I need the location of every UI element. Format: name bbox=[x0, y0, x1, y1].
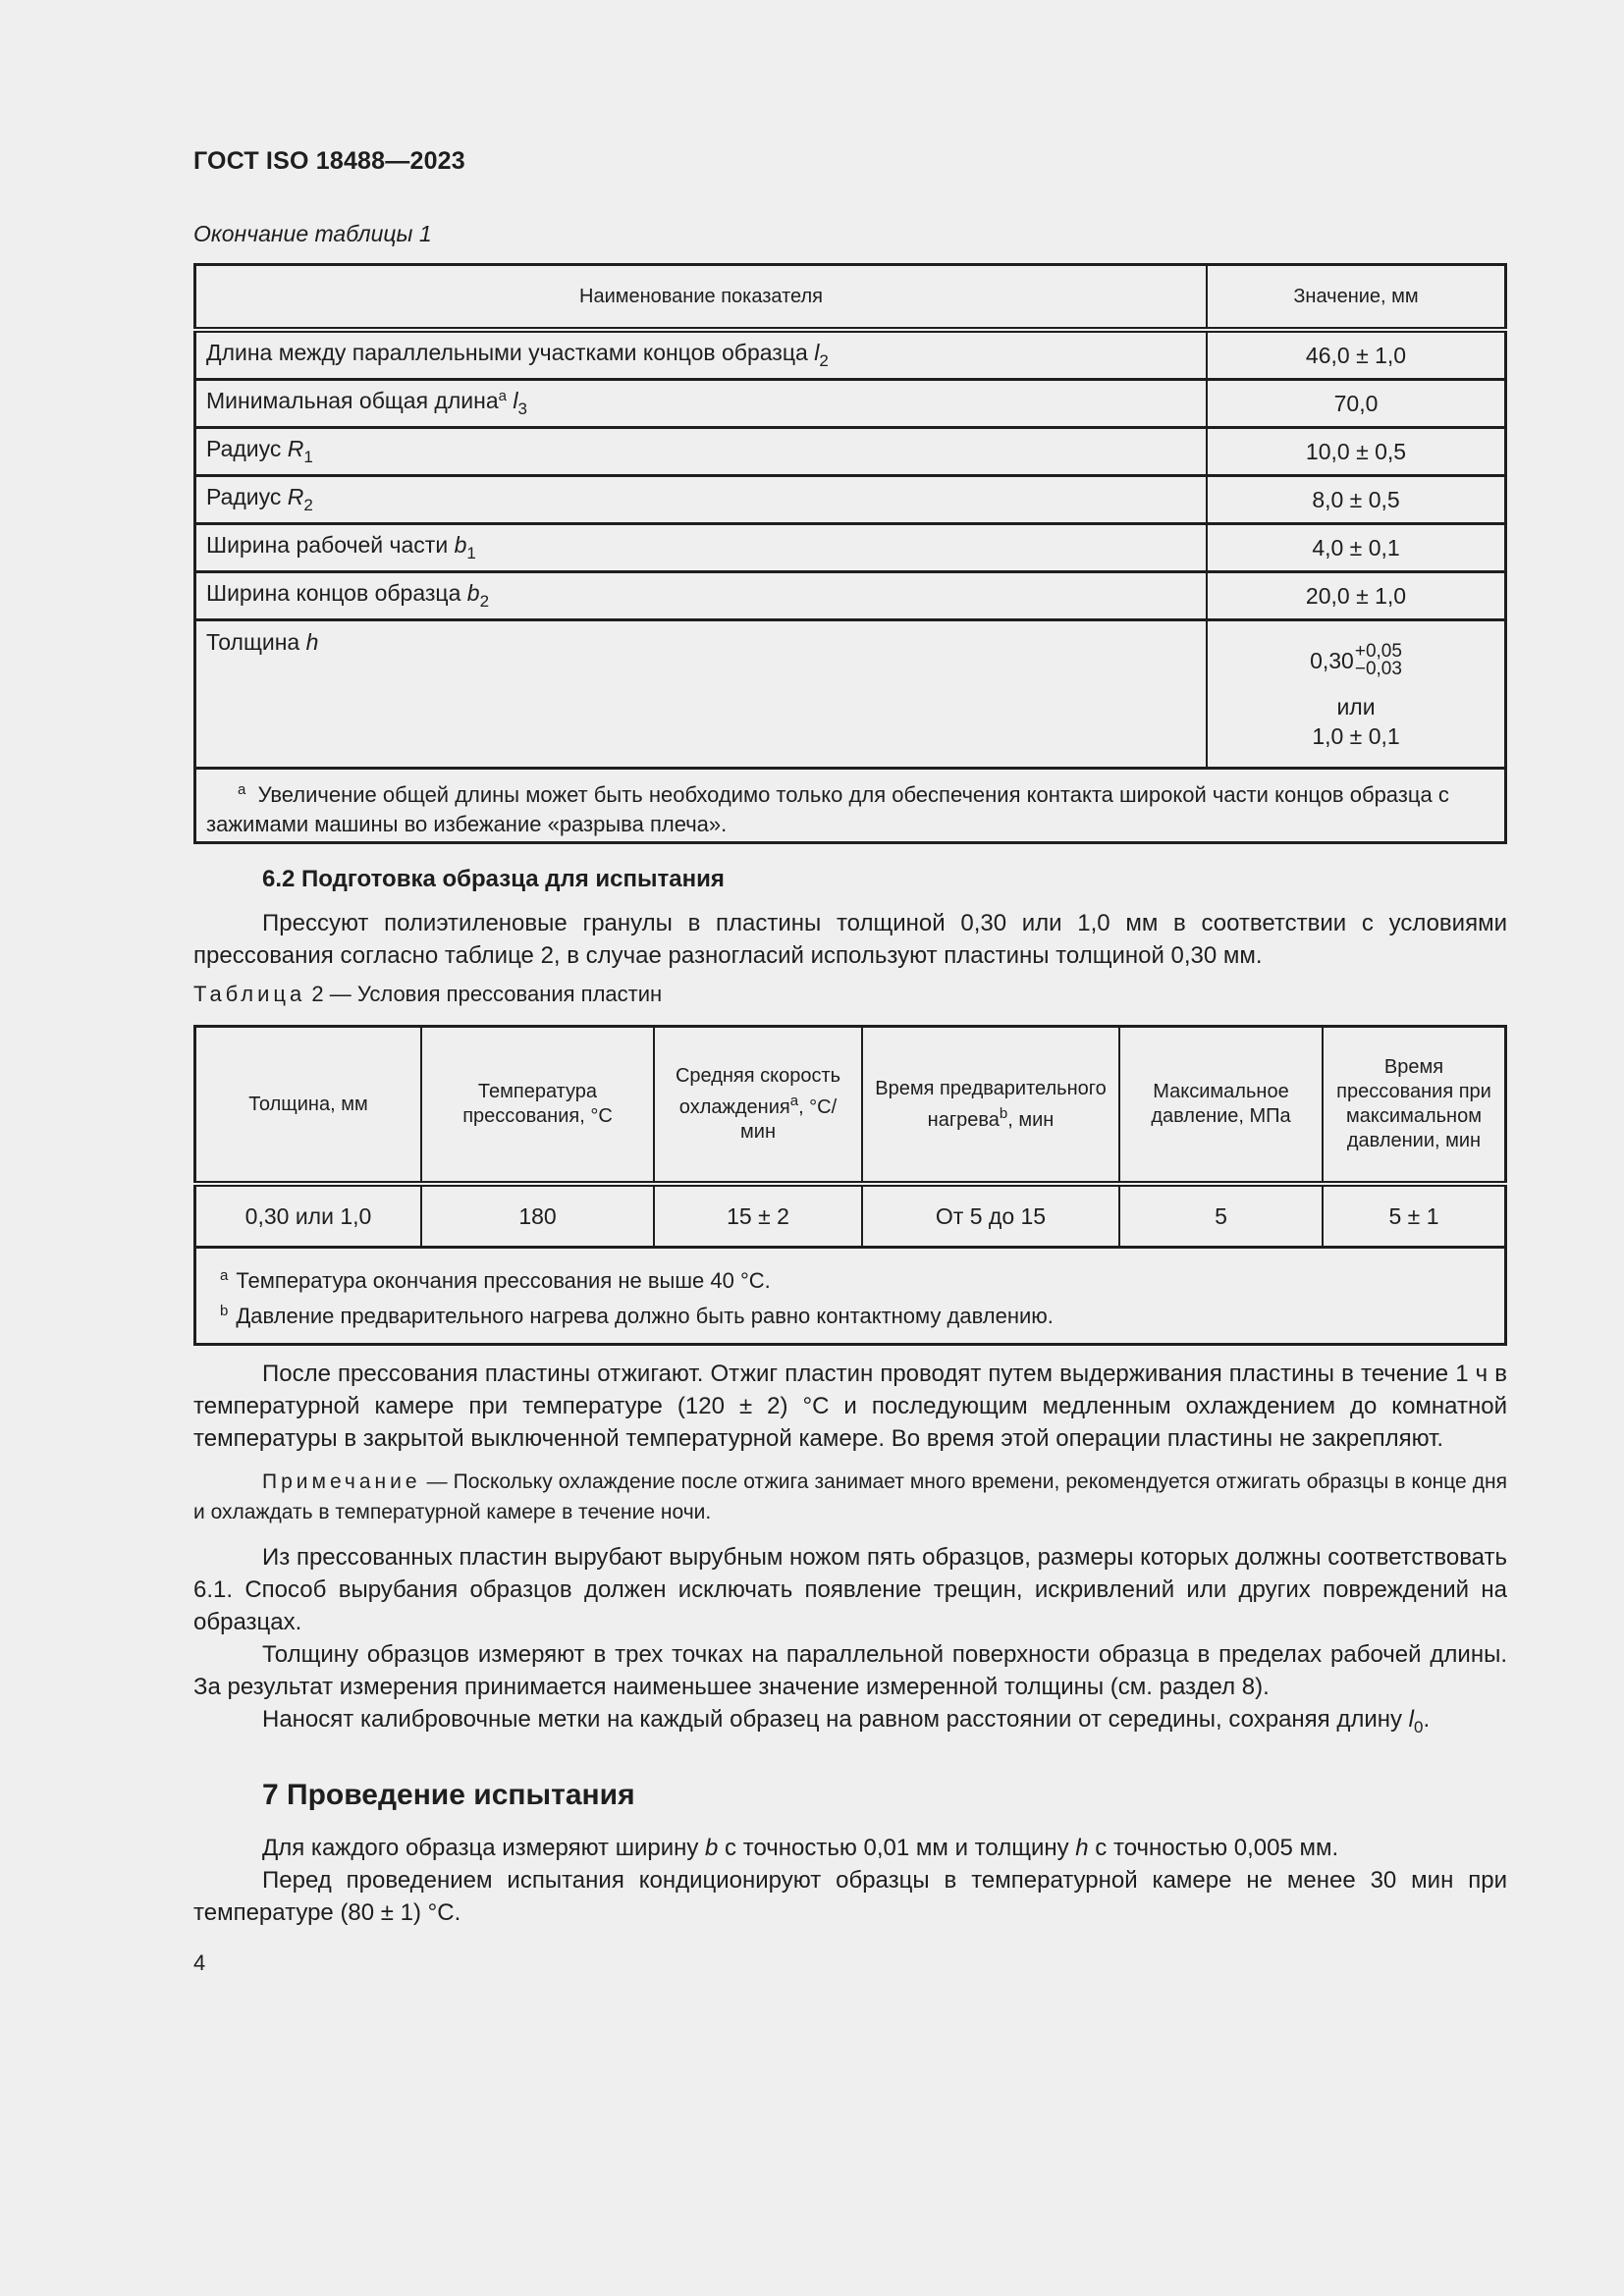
tolerance-value: 0,30 +0,05 −0,03 bbox=[1310, 641, 1402, 679]
table-2 bbox=[193, 1025, 1507, 1346]
table-1 bbox=[193, 263, 1507, 844]
footnote: $^a$ Температура окончания прессования не выше 40 °С. bbox=[220, 1267, 771, 1293]
table-row bbox=[195, 428, 1506, 476]
note: Примечание — Поскольку охлаждение после отжига занимает много времени, рекомендуется отжигать образцы в конце дня и охлаждать в температурной камере в течение ночи. bbox=[193, 1470, 1507, 1523]
table1-header-name: Наименование показателя bbox=[195, 265, 1208, 331]
table-cell-value: 10,0 ± 0,5 bbox=[1207, 428, 1506, 476]
paragraph: Перед проведением испытания кондиционируют образцы в температурной камере не менее 30 мин при температуре (80 ± 1) °С. bbox=[193, 1867, 1507, 1926]
table-row bbox=[195, 330, 1506, 380]
table1-footnote: $^a$ Увеличение общей длины может быть необходимо только для обеспечения контакта широкой части концов образца с зажимами машины во избежание «разрыва плеча». bbox=[195, 769, 1506, 843]
footnote: $^b$ Давление предварительного нагрева должно быть равно контактному давлению. bbox=[220, 1303, 1054, 1328]
table-cell-name: Ширина рабочей части $b_1$ bbox=[195, 524, 1208, 572]
table1-continuation-caption: Окончание таблицы 1 bbox=[193, 221, 432, 246]
table-cell: 5 bbox=[1119, 1184, 1323, 1248]
table-cell-name: Длина между параллельными участками концов образца $l_2$ bbox=[195, 330, 1208, 380]
table-cell: От 5 до 15 bbox=[862, 1184, 1119, 1248]
table-cell: 0,30 или 1,0 bbox=[195, 1184, 422, 1248]
paragraph: Наносят калибровочные метки на каждый образец на равном расстоянии от середины, сохраняя длину $l_0$. bbox=[262, 1706, 1431, 1736]
table-cell: 15 ± 2 bbox=[654, 1184, 862, 1248]
table1-footnote-row bbox=[195, 769, 1506, 843]
table2-header-cell: Время прессования при максимальном давлении, мин bbox=[1323, 1027, 1506, 1185]
table-cell: 5 ± 1 bbox=[1323, 1184, 1506, 1248]
table-cell-value: 0,30 +0,05 −0,03 или 1,0 ± 0,1 bbox=[1207, 620, 1506, 769]
document-header-title: ГОСТ ISO 18488—2023 bbox=[193, 147, 465, 175]
table-cell: 180 bbox=[421, 1184, 654, 1248]
table-cell-name: Радиус $R_2$ bbox=[195, 476, 1208, 524]
table-cell-value: 46,0 ± 1,0 bbox=[1207, 330, 1506, 380]
paragraph: Для каждого образца измеряют ширину b с точностью 0,01 мм и толщину h с точностью 0,005 мм. bbox=[262, 1835, 1339, 1861]
table-cell-name: Минимальная общая длина$^a$ $l_3$ bbox=[195, 380, 1208, 428]
paragraph: После прессования пластины отжигают. Отжиг пластин проводят путем выдерживания пластины в течение 1 ч в температурной камере при температуре (120 ± 2) °С и последующим медленным охлаждением до комнатной температуры в закрытой выключенной температурной камере. Во время этой операции пластины не закрепляют. bbox=[193, 1361, 1507, 1452]
section-7-title: 7 Проведение испытания bbox=[262, 1779, 635, 1811]
page-number: 4 bbox=[193, 1950, 206, 1975]
table1-header-value: Значение, мм bbox=[1207, 265, 1506, 331]
paragraph: Прессуют полиэтиленовые гранулы в пластины толщиной 0,30 или 1,0 мм в соответствии с условиями прессования согласно таблице 2, в случае разногласий используют пластины толщиной 0,30 мм. bbox=[193, 910, 1507, 969]
paragraph: Толщину образцов измеряют в трех точках на параллельной поверхности образца в пределах рабочей длины. За результат измерения принимается наименьшее значение измеренной толщины (см. раздел 8). bbox=[193, 1641, 1507, 1700]
table-cell-name: Ширина концов образца $b_2$ bbox=[195, 572, 1208, 620]
table-cell-value: 20,0 ± 1,0 bbox=[1207, 572, 1506, 620]
table2-header-cell: Средняя скорость охлаждения$^a$, °С/мин bbox=[654, 1027, 862, 1185]
document-page bbox=[193, 147, 1507, 1976]
table-row bbox=[195, 1184, 1506, 1248]
table1-header-row bbox=[195, 265, 1506, 331]
table-cell-value: 8,0 ± 0,5 bbox=[1207, 476, 1506, 524]
table-row bbox=[195, 476, 1506, 524]
table2-caption: Таблица 2 — Условия прессования пластин bbox=[193, 982, 663, 1006]
table-cell-value: 70,0 bbox=[1207, 380, 1506, 428]
note-label: Примечание bbox=[262, 1470, 421, 1493]
table-row bbox=[195, 524, 1506, 572]
footnote-ref: a bbox=[498, 388, 507, 404]
table-row bbox=[195, 572, 1506, 620]
table2-footnotes-row bbox=[195, 1248, 1506, 1345]
paragraph: Из прессованных пластин вырубают вырубным ножом пять образцов, размеры которых должны соответствовать 6.1. Способ вырубания образцов должен исключать появление трещин, искривлений или других повреждений на образцах. bbox=[193, 1544, 1507, 1635]
table2-header-cell: Время предварительного нагрева$^b$, мин bbox=[862, 1027, 1119, 1185]
table2-header-cell: Температура прессования, °С bbox=[421, 1027, 654, 1185]
table-cell-value: 4,0 ± 0,1 bbox=[1207, 524, 1506, 572]
table2-header-cell: Максимальное давление, МПа bbox=[1119, 1027, 1323, 1185]
section-6-2-title: 6.2 Подготовка образца для испытания bbox=[262, 866, 725, 892]
table-cell-name: Толщина h bbox=[195, 620, 1208, 769]
table2-header-cell: Толщина, мм bbox=[195, 1027, 422, 1185]
table-row-thickness bbox=[195, 620, 1506, 769]
table2-header-row bbox=[195, 1027, 1506, 1185]
table2-footnotes bbox=[195, 1248, 1506, 1345]
table-row bbox=[195, 380, 1506, 428]
table-cell-name: Радиус $R_1$ bbox=[195, 428, 1208, 476]
